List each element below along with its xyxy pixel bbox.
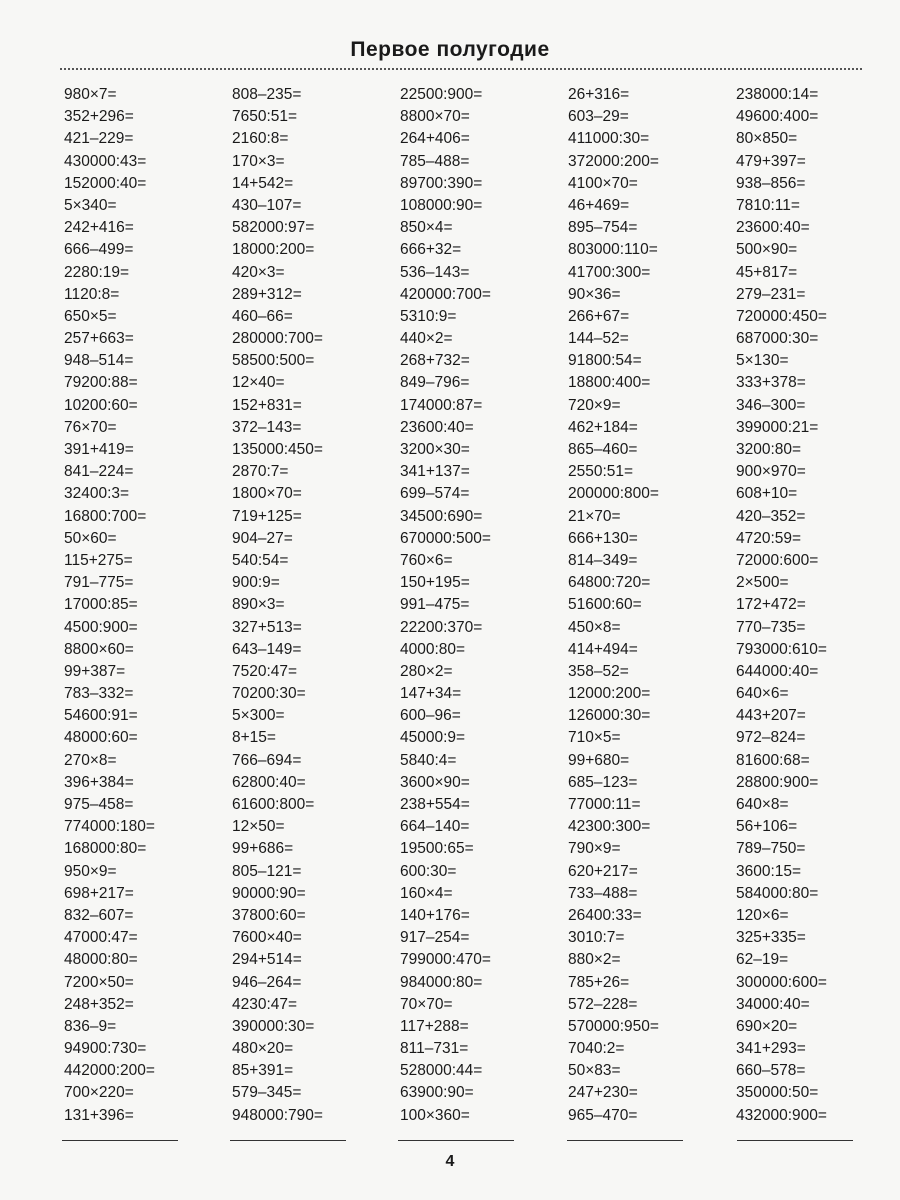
exercise-item: 48000:80= <box>64 951 138 969</box>
exercise-item: 814–349= <box>568 551 638 569</box>
exercise-column <box>64 84 232 1127</box>
exercise-item: 5×130= <box>736 352 789 370</box>
exercise-item: 760×6= <box>400 551 453 569</box>
exercise-item: 608+10= <box>736 485 798 503</box>
exercise-item: 14+542= <box>232 174 294 192</box>
exercise-item: 279–231= <box>736 285 806 303</box>
exercise-item: 50×83= <box>568 1062 621 1080</box>
exercise-item: 785–488= <box>400 152 470 170</box>
exercise-item: 770–735= <box>736 618 806 636</box>
exercise-item: 536–143= <box>400 263 470 281</box>
exercise-item: 479+397= <box>736 152 806 170</box>
exercise-item: 699–574= <box>400 485 470 503</box>
exercise-item: 660–578= <box>736 1062 806 1080</box>
exercise-item: 832–607= <box>64 906 134 924</box>
exercise-item: 620+217= <box>568 862 638 880</box>
exercise-item: 152+831= <box>232 396 302 414</box>
exercise-item: 1120:8= <box>64 285 120 303</box>
exercise-item: 270×8= <box>64 751 117 769</box>
exercise-item: 836–9= <box>64 1017 117 1035</box>
exercise-item: 664–140= <box>400 818 470 836</box>
exercise-item: 4230:47= <box>232 995 298 1013</box>
exercise-item: 938–856= <box>736 174 806 192</box>
exercise-item: 248+352= <box>64 995 134 1013</box>
exercise-item: 80×850= <box>736 130 798 148</box>
exercise-item: 10200:60= <box>64 396 138 414</box>
exercise-item: 640×6= <box>736 685 789 703</box>
exercise-item: 21×70= <box>568 507 621 525</box>
exercise-item: 18000:200= <box>232 241 315 259</box>
exercise-item: 200000:800= <box>568 485 659 503</box>
exercise-item: 733–488= <box>568 884 638 902</box>
exercise-item: 16800:700= <box>64 507 147 525</box>
exercise-item: 54600:91= <box>64 707 138 725</box>
exercise-item: 7650:51= <box>232 108 298 126</box>
exercise-item: 99+680= <box>568 751 630 769</box>
exercise-item: 372000:200= <box>568 152 659 170</box>
exercise-item: 7600×40= <box>232 929 302 947</box>
exercise-item: 462+184= <box>568 418 638 436</box>
exercise-item: 85+391= <box>232 1062 294 1080</box>
exercise-grid <box>64 84 874 1127</box>
exercise-item: 3010:7= <box>568 929 625 947</box>
exercise-item: 42300:300= <box>568 818 651 836</box>
exercise-item: 685–123= <box>568 773 638 791</box>
exercise-item: 341+137= <box>400 463 470 481</box>
exercise-column <box>232 84 400 1127</box>
exercise-item: 414+494= <box>568 640 638 658</box>
exercise-column <box>736 84 900 1127</box>
exercise-item: 700×220= <box>64 1084 134 1102</box>
exercise-item: 108000:90= <box>400 196 483 214</box>
exercise-item: 135000:450= <box>232 441 323 458</box>
exercise-item: 5310:9= <box>400 307 457 325</box>
exercise-item: 268+732= <box>400 352 470 370</box>
exercise-item: 917–254= <box>400 929 470 947</box>
exercise-item: 946–264= <box>232 973 302 991</box>
exercise-item: 5840:4= <box>400 751 457 769</box>
exercise-item: 582000:97= <box>232 219 315 237</box>
exercise-item: 45+817= <box>736 263 798 281</box>
exercise-item: 972–824= <box>736 729 806 747</box>
exercise-item: 170×3= <box>232 152 285 170</box>
exercise-item: 789–750= <box>736 840 806 858</box>
exercise-item: 890×3= <box>232 596 285 614</box>
exercise-item: 766–694= <box>232 751 302 769</box>
exercise-item: 8800×60= <box>64 640 134 658</box>
exercise-item: 23600:40= <box>736 219 810 237</box>
exercise-item: 3200:80= <box>736 441 802 458</box>
exercise-item: 81600:68= <box>736 751 810 769</box>
exercise-item: 442000:200= <box>64 1062 155 1080</box>
exercise-item: 350000:50= <box>736 1084 819 1102</box>
exercise-item: 238000:14= <box>736 86 819 103</box>
exercise-item: 600–96= <box>400 707 461 725</box>
exercise-item: 411000:30= <box>568 130 650 148</box>
exercise-item: 19500:65= <box>400 840 474 858</box>
exercise-item: 247+230= <box>568 1084 638 1102</box>
answer-line <box>230 1140 346 1141</box>
exercise-item: 41700:300= <box>568 263 651 281</box>
exercise-item: 280×2= <box>400 662 453 680</box>
exercise-item: 51600:60= <box>568 596 642 614</box>
page-number: 4 <box>445 1153 455 1170</box>
exercise-item: 2160:8= <box>232 130 289 148</box>
exercise-item: 670000:500= <box>400 529 491 547</box>
exercise-item: 4100×70= <box>568 174 638 192</box>
exercise-item: 390000:30= <box>232 1017 315 1035</box>
exercise-item: 117+288= <box>400 1017 469 1035</box>
exercise-item: 100×360= <box>400 1106 470 1124</box>
exercise-item: 421–229= <box>64 130 134 148</box>
exercise-item: 811–731= <box>400 1040 469 1058</box>
exercise-item: 644000:40= <box>736 662 819 680</box>
exercise-item: 980×7= <box>64 86 117 103</box>
exercise-item: 791–775= <box>64 574 134 592</box>
exercise-item: 131+396= <box>64 1106 134 1124</box>
exercise-item: 91800:54= <box>568 352 642 370</box>
exercise-item: 900:9= <box>232 574 280 592</box>
exercise-item: 266+67= <box>568 307 630 325</box>
exercise-item: 790×9= <box>568 840 621 858</box>
exercise-item: 62800:40= <box>232 773 306 791</box>
exercise-item: 420×3= <box>232 263 285 281</box>
answer-line <box>567 1140 683 1141</box>
exercise-item: 242+416= <box>64 219 134 237</box>
exercise-item: 90×36= <box>568 285 621 303</box>
answer-line <box>737 1140 853 1141</box>
header-divider <box>60 68 862 70</box>
exercise-item: 948000:790= <box>232 1106 323 1124</box>
exercise-item: 34000:40= <box>736 995 810 1013</box>
exercise-item: 399000:21= <box>736 418 819 436</box>
exercise-item: 61600:800= <box>232 796 315 813</box>
exercise-column <box>400 84 568 1127</box>
exercise-item: 18800:400= <box>568 374 651 392</box>
exercise-item: 584000:80= <box>736 884 819 902</box>
exercise-item: 2280:19= <box>64 263 130 281</box>
exercise-item: 12×50= <box>232 818 285 836</box>
exercise-item: 904–27= <box>232 529 293 547</box>
exercise-item: 8800×70= <box>400 108 470 126</box>
exercise-item: 147+34= <box>400 685 462 703</box>
exercise-item: 460–66= <box>232 307 293 325</box>
exercise-item: 50×60= <box>64 529 117 547</box>
exercise-item: 140+176= <box>400 906 470 924</box>
exercise-item: 391+419= <box>64 441 134 458</box>
exercise-item: 948–514= <box>64 352 134 370</box>
exercise-item: 150+195= <box>400 574 470 592</box>
exercise-item: 90000:90= <box>232 884 306 902</box>
exercise-item: 603–29= <box>568 108 629 126</box>
exercise-item: 500×90= <box>736 241 798 259</box>
exercise-item: 666+130= <box>568 529 638 547</box>
exercise-item: 950×9= <box>64 862 117 880</box>
exercise-item: 799000:470= <box>400 951 491 969</box>
exercise-item: 7810:11= <box>736 196 800 214</box>
exercise-item: 2×500= <box>736 574 789 592</box>
exercise-item: 3600:15= <box>736 862 802 880</box>
exercise-item: 528000:44= <box>400 1062 483 1080</box>
exercise-item: 126000:30= <box>568 707 651 725</box>
exercise-item: 880×2= <box>568 951 621 969</box>
exercise-item: 579–345= <box>232 1084 302 1102</box>
exercise-item: 160×4= <box>400 884 453 902</box>
exercise-item: 300000:600= <box>736 973 827 991</box>
exercise-item: 7200×50= <box>64 973 134 991</box>
exercise-item: 48000:60= <box>64 729 138 747</box>
exercise-item: 5×300= <box>232 707 285 725</box>
exercise-item: 12000:200= <box>568 685 651 703</box>
exercise-item: 570000:950= <box>568 1017 659 1035</box>
exercise-item: 420000:700= <box>400 285 491 303</box>
exercise-item: 76×70= <box>64 418 117 436</box>
exercise-item: 280000:700= <box>232 330 323 348</box>
exercise-item: 327+513= <box>232 618 302 636</box>
exercise-item: 26+316= <box>568 86 630 103</box>
exercise-item: 793000:610= <box>736 640 827 658</box>
exercise-item: 58500:500= <box>232 352 315 370</box>
exercise-item: 805–121= <box>232 862 302 880</box>
exercise-item: 174000:87= <box>400 396 483 414</box>
exercise-item: 168000:80= <box>64 840 147 858</box>
answer-line <box>398 1140 514 1141</box>
exercise-item: 430000:43= <box>64 152 147 170</box>
exercise-column <box>568 84 736 1127</box>
exercise-item: 115+275= <box>64 551 133 569</box>
exercise-item: 643–149= <box>232 640 302 658</box>
exercise-item: 238+554= <box>400 796 470 813</box>
exercise-item: 450×8= <box>568 618 621 636</box>
exercise-item: 965–470= <box>568 1106 638 1124</box>
exercise-item: 3200×30= <box>400 441 470 458</box>
exercise-item: 17000:85= <box>64 596 138 614</box>
exercise-item: 99+387= <box>64 662 126 680</box>
exercise-item: 34500:690= <box>400 507 483 525</box>
exercise-item: 257+663= <box>64 330 134 348</box>
exercise-item: 99+686= <box>232 840 294 858</box>
exercise-item: 56+106= <box>736 818 798 836</box>
exercise-item: 850×4= <box>400 219 453 237</box>
exercise-item: 12×40= <box>232 374 285 392</box>
exercise-item: 808–235= <box>232 86 302 103</box>
exercise-item: 289+312= <box>232 285 302 303</box>
exercise-item: 4500:900= <box>64 618 138 636</box>
exercise-item: 7040:2= <box>568 1040 625 1058</box>
exercise-item: 7520:47= <box>232 662 298 680</box>
exercise-item: 152000:40= <box>64 174 147 192</box>
exercise-item: 600:30= <box>400 862 457 880</box>
exercise-item: 26400:33= <box>568 906 642 924</box>
exercise-item: 783–332= <box>64 685 134 703</box>
exercise-item: 430–107= <box>232 196 302 214</box>
exercise-item: 79200:88= <box>64 374 138 392</box>
exercise-item: 1800×70= <box>232 485 302 503</box>
exercise-item: 94900:730= <box>64 1040 147 1058</box>
exercise-item: 3600×90= <box>400 773 470 791</box>
exercise-item: 396+384= <box>64 773 134 791</box>
exercise-item: 4000:80= <box>400 640 466 658</box>
exercise-item: 480×20= <box>232 1040 294 1058</box>
exercise-item: 341+293= <box>736 1040 806 1058</box>
exercise-item: 22500:900= <box>400 86 483 103</box>
exercise-item: 690×20= <box>736 1017 798 1035</box>
answer-line <box>62 1140 178 1141</box>
exercise-item: 803000:110= <box>568 241 658 259</box>
exercise-item: 47000:47= <box>64 929 138 947</box>
exercise-item: 346–300= <box>736 396 806 414</box>
exercise-item: 294+514= <box>232 951 302 969</box>
exercise-item: 45000:9= <box>400 729 466 747</box>
exercise-item: 895–754= <box>568 219 638 237</box>
exercise-item: 89700:390= <box>400 174 483 192</box>
exercise-item: 352+296= <box>64 108 134 126</box>
exercise-item: 666+32= <box>400 241 462 259</box>
exercise-item: 358–52= <box>568 662 629 680</box>
exercise-item: 710×5= <box>568 729 621 747</box>
exercise-item: 70×70= <box>400 995 453 1013</box>
exercise-item: 62–19= <box>736 951 789 969</box>
exercise-item: 372–143= <box>232 418 302 436</box>
exercise-item: 325+335= <box>736 929 806 947</box>
exercise-item: 2870:7= <box>232 463 289 481</box>
exercise-item: 172+472= <box>736 596 806 614</box>
exercise-item: 2550:51= <box>568 463 634 481</box>
exercise-item: 46+469= <box>568 196 630 214</box>
exercise-item: 72000:600= <box>736 551 819 569</box>
exercise-item: 975–458= <box>64 796 134 813</box>
exercise-item: 984000:80= <box>400 973 483 991</box>
exercise-item: 841–224= <box>64 463 134 481</box>
exercise-item: 37800:60= <box>232 906 306 924</box>
exercise-item: 687000:30= <box>736 330 819 348</box>
exercise-item: 120×6= <box>736 906 789 924</box>
exercise-item: 991–475= <box>400 596 470 614</box>
exercise-item: 420–352= <box>736 507 806 525</box>
exercise-item: 8+15= <box>232 729 276 747</box>
exercise-item: 4720:59= <box>736 529 802 547</box>
exercise-item: 785+26= <box>568 973 630 991</box>
exercise-item: 698+217= <box>64 884 134 902</box>
exercise-item: 650×5= <box>64 307 117 325</box>
exercise-item: 28800:900= <box>736 773 819 791</box>
exercise-item: 70200:30= <box>232 685 306 703</box>
exercise-item: 720000:450= <box>736 307 827 325</box>
exercise-item: 719+125= <box>232 507 302 525</box>
exercise-item: 432000:900= <box>736 1106 827 1124</box>
exercise-item: 32400:3= <box>64 485 130 503</box>
exercise-item: 144–52= <box>568 330 629 348</box>
exercise-item: 23600:40= <box>400 418 474 436</box>
exercise-item: 440×2= <box>400 330 453 348</box>
exercise-item: 666–499= <box>64 241 134 259</box>
exercise-item: 572–228= <box>568 995 638 1013</box>
exercise-item: 849–796= <box>400 374 470 392</box>
exercise-item: 774000:180= <box>64 818 155 836</box>
exercise-item: 5×340= <box>64 196 117 214</box>
exercise-item: 900×970= <box>736 463 806 481</box>
exercise-item: 443+207= <box>736 707 806 725</box>
exercise-item: 865–460= <box>568 441 638 458</box>
exercise-item: 77000:11= <box>568 796 641 813</box>
exercise-item: 63900:90= <box>400 1084 474 1102</box>
exercise-item: 64800:720= <box>568 574 651 592</box>
exercise-item: 720×9= <box>568 396 621 414</box>
page-title: Первое полугодие <box>350 38 550 61</box>
exercise-item: 640×8= <box>736 796 789 813</box>
exercise-item: 264+406= <box>400 130 470 148</box>
exercise-item: 49600:400= <box>736 108 819 126</box>
exercise-item: 22200:370= <box>400 618 483 636</box>
exercise-item: 333+378= <box>736 374 806 392</box>
exercise-item: 540:54= <box>232 551 289 569</box>
